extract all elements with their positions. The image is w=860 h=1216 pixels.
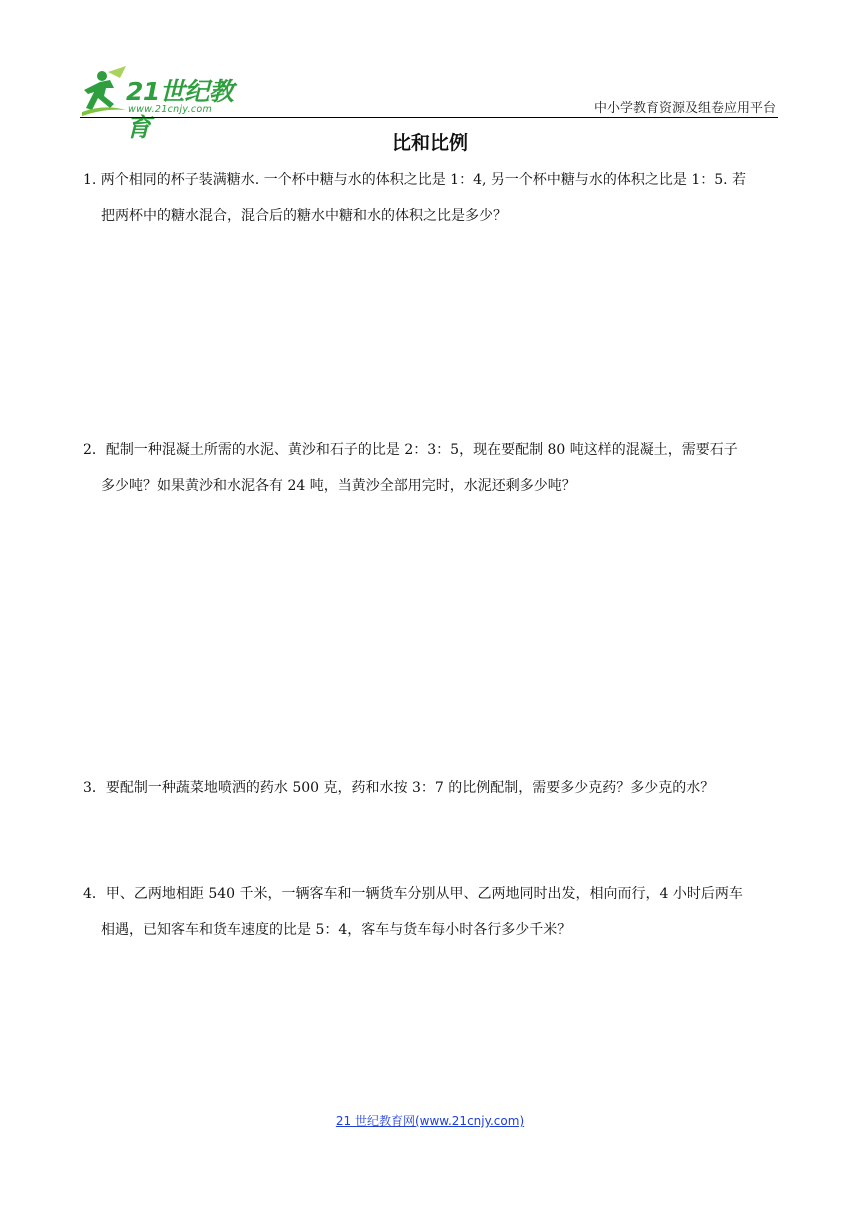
logo bbox=[80, 66, 250, 142]
question-1 bbox=[83, 162, 783, 234]
header-divider bbox=[80, 117, 778, 118]
question-4-line-1: 4．甲、乙两地相距 540 千米，一辆客车和一辆货车分别从甲、乙两地同时出发，相向而行，4 小时后两车 bbox=[83, 886, 743, 902]
logo-text: 21世纪教育 bbox=[126, 77, 234, 142]
question-1-line-1: 1. 两个相同的杯子装满糖水. 一个杯中糖与水的体积之比是 1：4, 另一个杯中糖与水的体积之比是 1：5. 若 bbox=[83, 172, 747, 188]
running-figure-icon bbox=[80, 66, 128, 118]
question-1-line-2: 把两杯中的糖水混合，混合后的糖水中糖和水的体积之比是多少？ bbox=[101, 208, 507, 224]
question-2 bbox=[83, 432, 783, 504]
question-4-line-2: 相遇，已知客车和货车速度的比是 5：4，客车与货车每小时各行多少千米？ bbox=[101, 922, 572, 938]
page-footer bbox=[0, 1112, 860, 1129]
question-4 bbox=[83, 876, 783, 948]
question-3-line-1: 3．要配制一种蔬菜地喷洒的药水 500 克，药和水按 3：7 的比例配制，需要多少克药？多少克的水？ bbox=[83, 780, 715, 796]
question-2-line-2: 多少吨？如果黄沙和水泥各有 24 吨，当黄沙全部用完时，水泥还剩多少吨？ bbox=[101, 478, 576, 494]
page-header bbox=[80, 64, 778, 142]
page-title: 比和比例 bbox=[391, 132, 468, 154]
question-3 bbox=[83, 770, 783, 806]
logo-url: www.21cnjy.com bbox=[128, 104, 213, 115]
footer-link[interactable]: 21 世纪教育网(www.21cnjy.com) bbox=[335, 1114, 525, 1128]
question-2-line-1: 2．配制一种混凝土所需的水泥、黄沙和石子的比是 2：3：5，现在要配制 80 吨这样的混凝土，需要石子 bbox=[83, 442, 738, 458]
platform-tagline: 中小学教育资源及组卷应用平台 bbox=[593, 101, 776, 116]
